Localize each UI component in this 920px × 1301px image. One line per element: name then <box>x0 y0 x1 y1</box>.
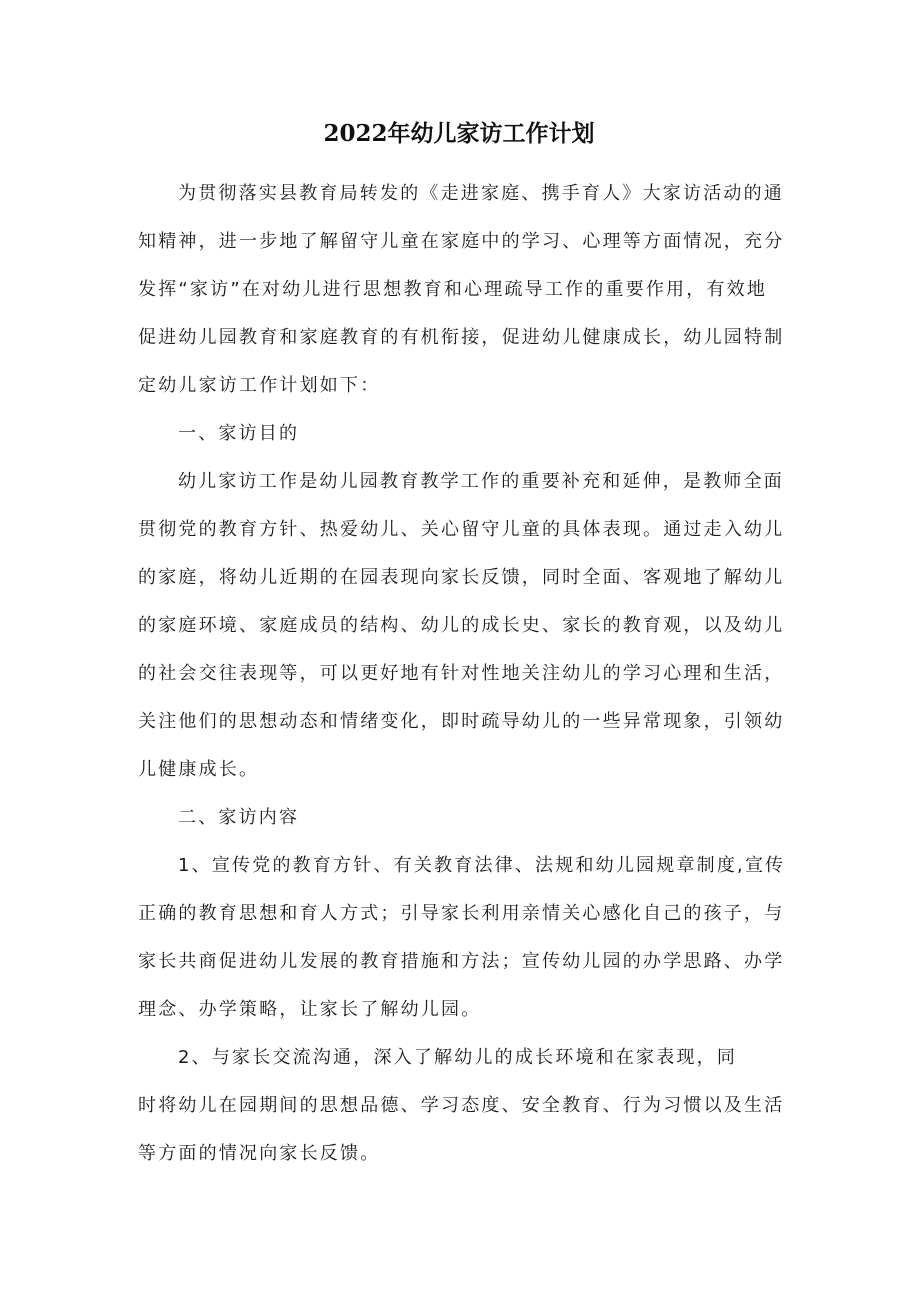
paragraph-line: 2、与家长交流沟通，深入了解幼儿的成长环境和在家表现，同 <box>178 1047 738 1068</box>
paragraph-line: 等方面的情况向家长反馈。 <box>138 1143 381 1164</box>
paragraph-line: 1、宣传党的教育方针、有关教育法律、法规和幼儿园规章制度,宣传 <box>178 855 786 876</box>
paragraph-line: 知精神，进一步地了解留守儿童在家庭中的学习、心理等方面情况，充分 <box>138 231 785 252</box>
paragraph-line: 家长共商促进幼儿发展的教育措施和方法；宣传幼儿园的办学思路、办学 <box>138 951 785 972</box>
content-item-2 <box>138 1034 785 1178</box>
paragraph-line: 理念、办学策略，让家长了解幼儿园。 <box>138 999 482 1020</box>
paragraph-line: 的家庭环境、家庭成员的结构、幼儿的成长史、家长的教育观，以及幼儿 <box>138 615 785 636</box>
paragraph-line: 关注他们的思想动态和情绪变化，即时疏导幼儿的一些异常现象，引领幼 <box>138 711 785 732</box>
intro-paragraph <box>138 170 785 410</box>
document-title: 2022年幼儿家访工作计划 <box>323 120 595 147</box>
section-heading-purpose: 一、家访目的 <box>178 423 300 444</box>
paragraph-line: 定幼儿家访工作计划如下： <box>138 375 381 396</box>
paragraph-line: 贯彻党的教育方针、热爱幼儿、关心留守儿童的具体表现。通过走入幼儿 <box>138 519 785 540</box>
paragraph-line: 为贯彻落实县教育局转发的《走进家庭、携手育人》大家访活动的通 <box>178 183 784 204</box>
section-heading-content: 二、家访内容 <box>178 807 300 828</box>
paragraph-line: 发挥“家访”在对幼儿进行思想教育和心理疏导工作的重要作用，有效地 <box>138 279 768 300</box>
paragraph-line: 正确的教育思想和育人方式；引导家长利用亲情关心感化自己的孩子，与 <box>138 903 785 924</box>
paragraph-line: 幼儿家访工作是幼儿园教育教学工作的重要补充和延伸，是教师全面 <box>178 471 784 492</box>
document-body <box>138 112 786 1178</box>
content-item-1 <box>138 842 786 1034</box>
paragraph-line: 促进幼儿园教育和家庭教育的有机衔接，促进幼儿健康成长，幼儿园特制 <box>138 327 785 348</box>
paragraph-line: 的家庭，将幼儿近期的在园表现向家长反馈，同时全面、客观地了解幼儿 <box>138 567 785 588</box>
paragraph-line: 的社会交往表现等，可以更好地有针对性地关注幼儿的学习心理和生活， <box>138 663 785 684</box>
purpose-paragraph <box>138 458 785 794</box>
paragraph-line: 儿健康成长。 <box>138 759 260 780</box>
paragraph-line: 时将幼儿在园期间的思想品德、学习态度、安全教育、行为习惯以及生活 <box>138 1095 785 1116</box>
